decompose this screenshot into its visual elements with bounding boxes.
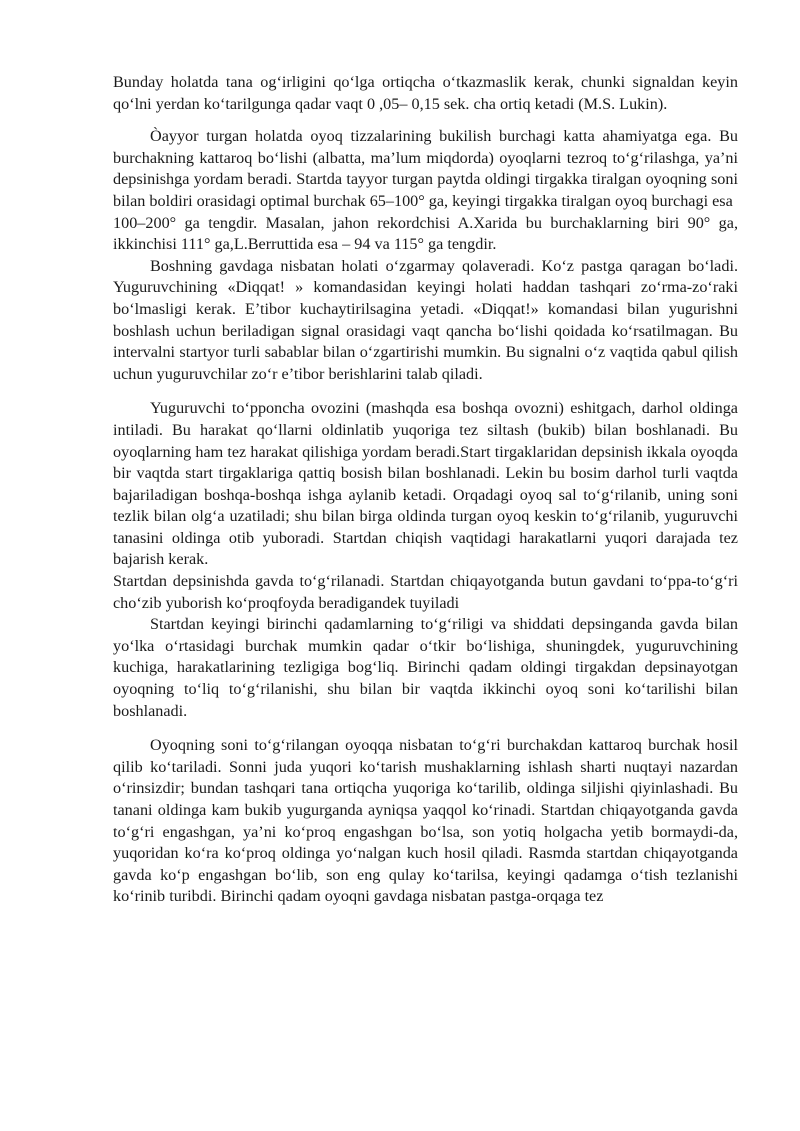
paragraph-3: 100–200° ga tengdir. Masalan, jahon rekordchisi A.Xarida bu burchaklarning biri 90° ga, ikkinchisi 111° ga,L.Berruttida esa – 94 va 115° ga tengdir. xyxy=(113,213,738,254)
paragraph-4: Boshning gavdaga nisbatan holati o‘zgarmay qolaveradi. Ko‘z pastga qaragan bo‘ladi. Yuguruvchining «Diqqat! » komandasidan keyingi holati haddan tashqari zo‘rma-zo‘raki bo‘lmasligi kerak. E’tibor kuchaytirilsagina yetadi. «Diqqat!» komandasi bilan yugurishni boshlash uchun beriladigan signal orasidagi vaqt qancha bo‘lishi qoidada ko‘rsatilmagan. Bu intervalni startyor turli sabablar bilan o‘zgartirishi mumkin. Bu signalni o‘z vaqtida qabul qilish uchun yuguruvchilar zo‘r e’tibor berishlarini talab qiladi. xyxy=(113,256,738,383)
paragraph-5: Yuguruvchi to‘pponcha ovozini (mashqda esa boshqa ovozni) eshitgach, darhol oldinga intiladi. Bu harakat qo‘llarni oldinlatib yuqoriga tez siltash (bukib) bilan boshlanadi. Bu oyoqlarning ham tez harakat qilishiga yordam beradi.Start tirgaklaridan depsinish ikkala oyoqda bir vaqtda start tirgaklariga qattiq bosish bilan boshlanadi. Lekin bu bosim darhol turli vaqtda bajariladigan boshqa-boshqa ishga aylanib ketadi. Orqadagi oyoq sal to‘g‘rilanib, uning soni tezlik bilan olg‘a uzatiladi; shu bilan birga oldinda turgan oyoq keskin to‘g‘rilanib, yuguruvchi tanasini oldinga otib yuboradi. Startdan chiqish vaqtidagi harakatlarni yuqori darajada tez bajarish kerak. xyxy=(113,399,738,569)
paragraph-1: Bunday holatda tana og‘irligini qo‘lga ortiqcha o‘tkazmaslik kerak, chunki signaldan keyin qo‘lni yerdan ko‘tarilgunga qadar vaqt 0 ,05– 0,15 sek. cha ortiq ketadi (M.S. Lukin). xyxy=(113,73,738,113)
paragraph-8: Oyoqning soni to‘g‘rilangan oyoqqa nisbatan to‘g‘ri burchakdan kattaroq burchak hosil qilib ko‘tariladi. Sonni juda yuqori ko‘tarish mushaklarning ishlash sharti nuqtayi nazardan o‘rinsizdir; bundan tashqari tana ortiqcha yuqoriga ko‘tarilib, oldinga siljishi qiyinlashadi. Bu tanani oldinga kam bukib yugurganda ayniqsa yaqqol ko‘rinadi. Startdan chiqayotganda gavda to‘g‘ri engashgan, ya’ni ko‘proq engashgan bo‘lsa, son yotiq holgacha yetib bormaydi-da, yuqoridan ko‘ra ko‘proq oldinga yo‘nalgan kuch hosil qiladi. Rasmda startdan chiqayotganda gavda ko‘p engashgan bo‘lib, son eng qulay ko‘tarilsa, keyingi qadamga o‘tish tezlanishi ko‘rinib turibdi. Birinchi qadam oyoqni gavdaga nisbatan pastga-orqaga tez xyxy=(113,736,738,906)
paragraph-6: Startdan depsinishda gavda to‘g‘rilanadi. Startdan chiqayotganda butun gavdani to‘ppa-to‘g‘ri cho‘zib yuborish ko‘proqfoyda beradigandek tuyiladi xyxy=(113,572,738,612)
document-page xyxy=(113,72,738,908)
paragraph-2: Òayyor turgan holatda oyoq tizzalarining bukilish burchagi katta ahamiyatga ega. Bu burchakning kattaroq bo‘lishi (albatta, ma’lum miqdorda) oyoqlarni tezroq to‘g‘rilashga, ya’ni depsinishga yordam beradi. Startda tayyor turgan paytda oldingi tirgakka tiralgan oyoqning soni bilan boldiri orasidagi optimal burchak 65–100° ga, keyingi tirgakka tiralgan oyoq burchagi esa xyxy=(113,127,738,210)
paragraph-7: Startdan keyingi birinchi qadamlarning to‘g‘riligi va shiddati depsinganda gavda bilan yo‘lka o‘rtasidagi burchak mumkin qadar o‘tkir bo‘lishiga, shuningdek, yuguruvchining kuchiga, harakatlarining tezligiga bog‘liq. Birinchi qadam oldingi tirgakdan depsinayotgan oyoqning to‘liq to‘g‘rilanishi, shu bilan bir vaqtda ikkinchi oyoq soni ko‘tarilishi bilan boshlanadi. xyxy=(113,615,738,720)
